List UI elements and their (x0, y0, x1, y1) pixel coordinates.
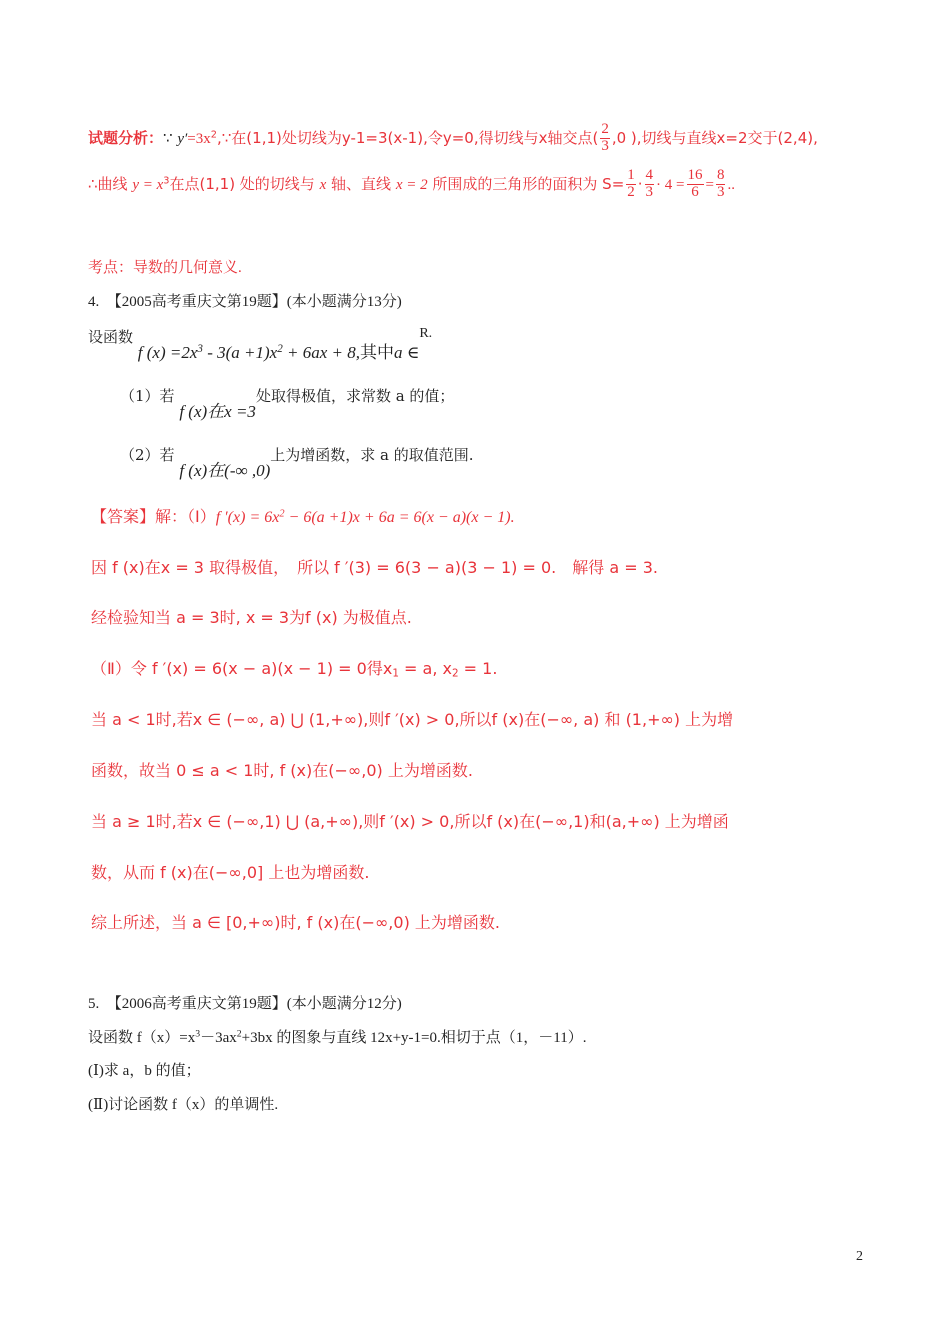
fraction-16-6: $\frac{16}{6}$ (687, 167, 703, 200)
answer-line-9: 综上所述，当 a ∈ [0,+∞)时, f (x)在(−∞,0) 上为增函数. (91, 913, 500, 932)
analysis-text: 所围成的三角形的面积为 S= (432, 174, 625, 193)
answer-line-8: 数，从而 f (x)在(−∞,0] 上也为增函数. (91, 863, 370, 882)
exponent: 2 (210, 129, 217, 141)
equals: = (705, 176, 714, 193)
exponent: 3 (195, 1028, 201, 1040)
q4-real-set: R. (419, 326, 433, 341)
answer-text: = a, x (398, 659, 452, 678)
q4-qizhong: 其中 (359, 343, 394, 362)
analysis-text: ,∵在(1,1)处切线为y-1=3(x-1),令y=0,得切线与x轴交点( (216, 128, 599, 147)
page-number: 2 (856, 1249, 863, 1264)
analysis-text: 轴、直线 (331, 174, 392, 193)
fraction-1-2: $\frac{1}{2}$ (627, 167, 635, 200)
dot-op: · (637, 174, 643, 193)
q4-part-2 (120, 444, 474, 484)
derivative-y: y′ (177, 130, 188, 147)
analysis-line-1 (88, 122, 818, 155)
q5-title: 5. 【2006高考重庆文第19题】(本小题满分12分) (88, 996, 402, 1012)
answer-math: − 6(a +1)x + 6a = 6(x − a)(x − 1). (284, 509, 515, 526)
q4-title: 4. 【2005高考重庆文第19题】(本小题满分13分) (88, 294, 402, 310)
subscript: 2 (451, 667, 459, 680)
q5-text: +3bx 的图象与直线 12x+y-1=0.相切于点（1，－11）. (241, 1030, 587, 1046)
answer-math: f ′(x) = 6x (215, 509, 280, 526)
answer-line-4 (91, 656, 497, 679)
answer-line-3: 经检验知当 a = 3时, x = 3为f (x) 为极值点. (91, 608, 412, 627)
analysis-text: 在点(1,1) 处的切线与 (169, 174, 315, 193)
curve-eq: y = x (132, 176, 164, 193)
q5-text: 设函数 f（x）=x (88, 1030, 196, 1046)
q4-part-2-label: （2）若 (120, 446, 175, 464)
answer-text: = 1. (458, 659, 498, 678)
analysis-label: 试题分析： (88, 128, 164, 147)
line-eq: x = 2 (395, 176, 428, 193)
answer-text: （Ⅱ）令 f ′(x) = 6(x − a)(x − 1) = 0得x (91, 659, 393, 678)
answer-line-6: 函数，故当 0 ≤ a < 1时, f (x)在(−∞,0) 上为增函数. (91, 761, 473, 780)
q5-line-3: (Ⅱ)讨论函数 f（x）的单调性. (88, 1097, 279, 1113)
analysis-line-2 (88, 168, 735, 201)
q5-line-1 (88, 1026, 586, 1047)
fraction-4-3: $\frac{4}{3}$ (645, 167, 654, 200)
q4-part-1-label: （1）若 (120, 387, 175, 405)
exponent: 3 (163, 175, 170, 187)
q5-line-2: (Ⅰ)求 a，b 的值； (88, 1063, 201, 1079)
answer-line-2: 因 f (x)在x = 3 取得极值， 所以 f ′(3) = 6(3 − a)(3 − 1) = 0. 解得 a = 3. (91, 558, 658, 577)
q4-part-1-math: f (x)在x =3 (179, 402, 256, 421)
q4-intro (88, 326, 432, 366)
q4-intro-text: 设函数 (88, 328, 134, 346)
because-symbol: ∵ (163, 128, 173, 147)
analysis-text: ∴曲线 (88, 174, 128, 193)
exponent: 2 (279, 508, 285, 520)
answer-label: 【答案】解：（Ⅰ） (91, 507, 216, 526)
q4-part-2-text: 上为增函数，求 a 的取值范围. (270, 446, 474, 464)
kaodian: 考点：导数的几何意义. (88, 260, 242, 276)
q4-function: f $(x) =2x^3 - 3(a +1)x^2 + 6ax + 8$,其中a ∈ (137, 342, 420, 362)
analysis-text: =3x (187, 130, 211, 147)
answer-line-7: 当 a ≥ 1时,若x ∈ (−∞,1) ⋃ (a,+∞),则f ′(x) > 0,所以f (x)在(−∞,1)和(a,+∞) 上为增函 (91, 812, 729, 831)
q4-part-1-text: 处取得极值，求常数 a 的值； (255, 387, 455, 405)
answer-line-1 (91, 504, 515, 527)
axis-var: x (319, 176, 327, 193)
answer-line-5: 当 a < 1时,若x ∈ (−∞, a) ⋃ (1,+∞),则f ′(x) > 0,所以f (x)在(−∞, a) 和 (1,+∞) 上为增 (91, 710, 734, 729)
q4-part-1 (120, 385, 454, 425)
analysis-text: ,0 ),切线与直线x=2交于(2,4), (611, 128, 818, 147)
subscript: 1 (392, 667, 399, 680)
fraction-8-3: $\frac{8}{3}$ (716, 167, 725, 200)
fraction-2-3: $\frac{2}{3}$ (601, 121, 609, 154)
exponent: 2 (236, 1028, 242, 1040)
q5-text: －3ax (200, 1030, 237, 1046)
q4-part-2-math: f (x)在(-∞ ,0) (179, 461, 271, 480)
analysis-text: .. (727, 176, 735, 193)
analysis-text: · 4 = (656, 176, 685, 193)
